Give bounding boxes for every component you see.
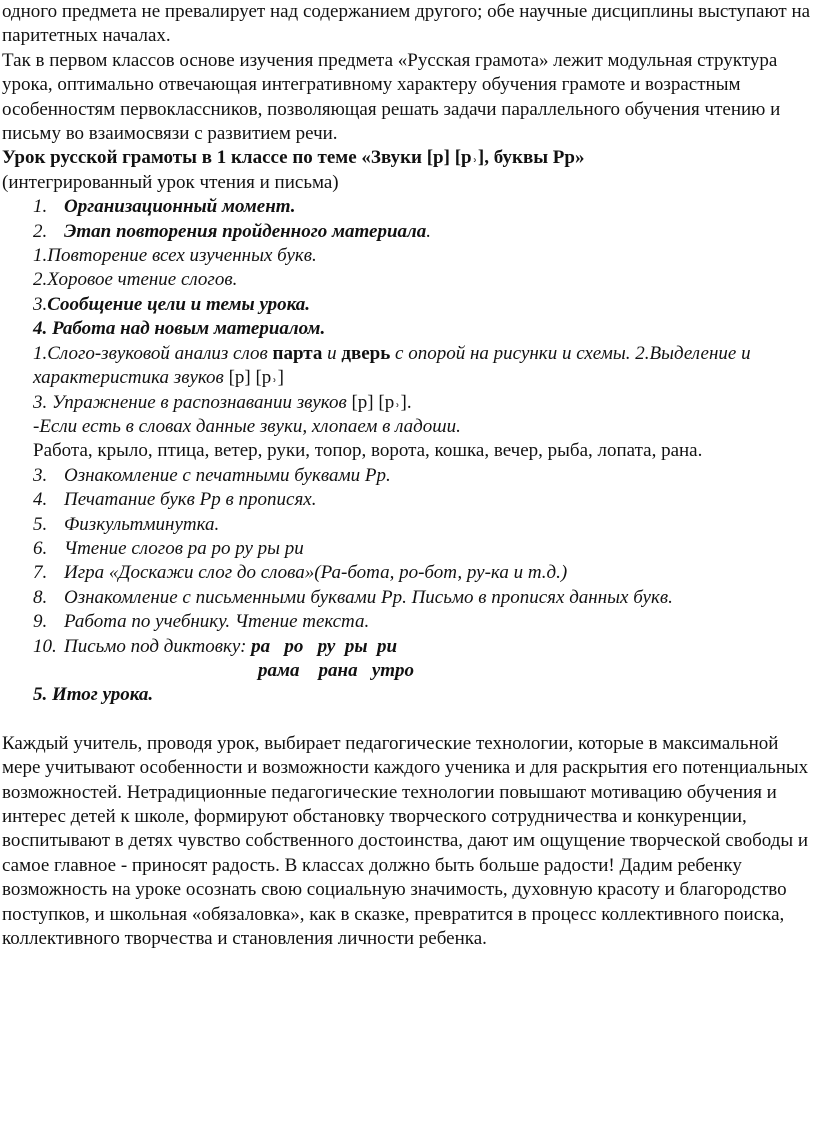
plan-item-3-number: 3.: [33, 464, 48, 486]
plan-sub-5-word-1: парта: [272, 342, 323, 364]
conclusion-paragraph: Каждый учитель, проводя урок, выбирает педагогические технологии, которые в максимальной мере учитывают особенности и возможности каждого ученика и для раскрытия его потенциальных возможностей. Нетрадиционные педагогические технологии повышают мотивацию обучения и интерес детей к школе, формируют обстановку творческого сотрудничества и конкуренции, воспитывают в детях чувство собственного достоинства, дают им ощущение творческой свободы и самое главное - приносят радость. В классах должно быть больше радости! Дадим ребенку возможность на уроке осознать свою социальную значимость, духовную красоту и благородство поступков, и школьная «обязаловка», как в сказке, превратится в процесс коллективного поиска, коллективного творчества и становления личности ребенка.: [2, 732, 809, 950]
plan-item-10: [2, 635, 816, 659]
plan-item-2: [2, 220, 816, 244]
plan-item-5: [2, 513, 816, 537]
plan-item-2-dot: .: [426, 220, 432, 242]
word-list: Работа, крыло, птица, ветер, руки, топор, ворота, кошка, вечер, рыба, лопата, рана.: [33, 440, 703, 462]
plan-item-8-number: 8.: [33, 586, 48, 608]
plan-sub-3-number: 3.: [33, 293, 48, 315]
blank-line: [2, 708, 816, 732]
plan-item-3-text: Ознакомление с печатными буквами Рр.: [64, 464, 391, 486]
plan-item-1-text: Организационный момент.: [64, 196, 296, 218]
plan-item-8: [2, 586, 816, 610]
plan-sub-3-text: Сообщение цели и темы урока.: [47, 293, 311, 315]
lesson-subtitle: (интегрированный урок чтения и письма): [2, 171, 339, 193]
plan-sub-1: 1.Повторение всех изученных букв.: [33, 245, 317, 267]
intro-paragraph-1: одного предмета не превалирует над содержанием другого; обе научные дисциплины выступают на паритетных началах.: [2, 1, 811, 47]
plan-item-3: [2, 464, 816, 488]
plan-item-7-text: Игра «Доскажи слог до слова»(Ра-бота, ро-бот, ру-ка и т.д.): [64, 562, 568, 584]
plan-item-5-number: 5.: [33, 513, 48, 535]
plan-sub-6-a: 3. Упражнение в распознавании звуков: [33, 391, 352, 413]
plan-item-7-number: 7.: [33, 562, 48, 584]
plan-sub-5-sounds: [р] [р˒]: [228, 367, 284, 389]
plan-sub-5-c: с опорой на рисунки и схемы. 2.Выделение и характеристика звуков: [33, 342, 751, 389]
plan-item-2-text: Этап повторения пройденного материала: [64, 220, 427, 242]
plan-sub-5: [2, 342, 816, 391]
plan-item-10-text: Письмо под диктовку:: [64, 635, 252, 657]
plan-item-9-number: 9.: [33, 611, 48, 633]
plan-item-1-number: 1.: [33, 196, 48, 218]
plan-sub-5-a: 1.Слого-звуковой анализ слов: [33, 342, 273, 364]
plan-item-4: [2, 488, 816, 512]
plan-sub-7: -Если есть в словах данные звуки, хлопаем в ладоши.: [33, 415, 461, 437]
plan-sub-5-b: и: [322, 342, 342, 364]
plan-sub-3: [2, 293, 816, 317]
plan-sub-5-word-2: дверь: [341, 342, 391, 364]
plan-item-7: [2, 561, 816, 585]
plan-item-8-text: Ознакомление с письменными буквами Рр. Письмо в прописях данных букв.: [64, 586, 673, 608]
plan-item-6: [2, 537, 816, 561]
dictation-syllables: ра ро ру ры ри: [251, 635, 398, 657]
intro-paragraph-2: Так в первом классов основе изучения предмета «Русская грамота» лежит модульная структура урока, оптимально отвечающая интегративному характеру обучения грамоте и возрастным особенностям первоклассников, позволяющая решать задачи параллельного обучения чтению и письму во взаимосвязи с развитием речи.: [2, 49, 781, 145]
plan-item-6-text: Чтение слогов ра ро ру ры ри: [64, 537, 304, 559]
plan-item-1: [2, 195, 816, 219]
plan-item-6-number: 6.: [33, 537, 48, 559]
plan-item-4-text: Печатание букв Рр в прописях.: [64, 489, 317, 511]
plan-item-5-text: Физкультминутка.: [64, 513, 220, 535]
plan-item-9: [2, 610, 816, 634]
plan-sub-2: 2.Хоровое чтение слогов.: [33, 269, 238, 291]
lesson-title: Урок русской грамоты в 1 классе по теме «Звуки [р] [р˒], буквы Рр»: [2, 147, 585, 169]
plan-item-10-number: 10.: [33, 635, 57, 657]
plan-item-2-number: 2.: [33, 220, 48, 242]
plan-item-9-text: Работа по учебнику. Чтение текста.: [64, 611, 370, 633]
plan-sub-6: [2, 391, 816, 415]
plan-sub-6-sounds: [р] [р˒].: [351, 391, 412, 413]
plan-sub-4: 4. Работа над новым материалом.: [33, 318, 326, 340]
plan-final: 5. Итог урока.: [33, 684, 154, 706]
plan-item-4-number: 4.: [33, 489, 48, 511]
dictation-words: рама рана утро: [258, 659, 415, 681]
